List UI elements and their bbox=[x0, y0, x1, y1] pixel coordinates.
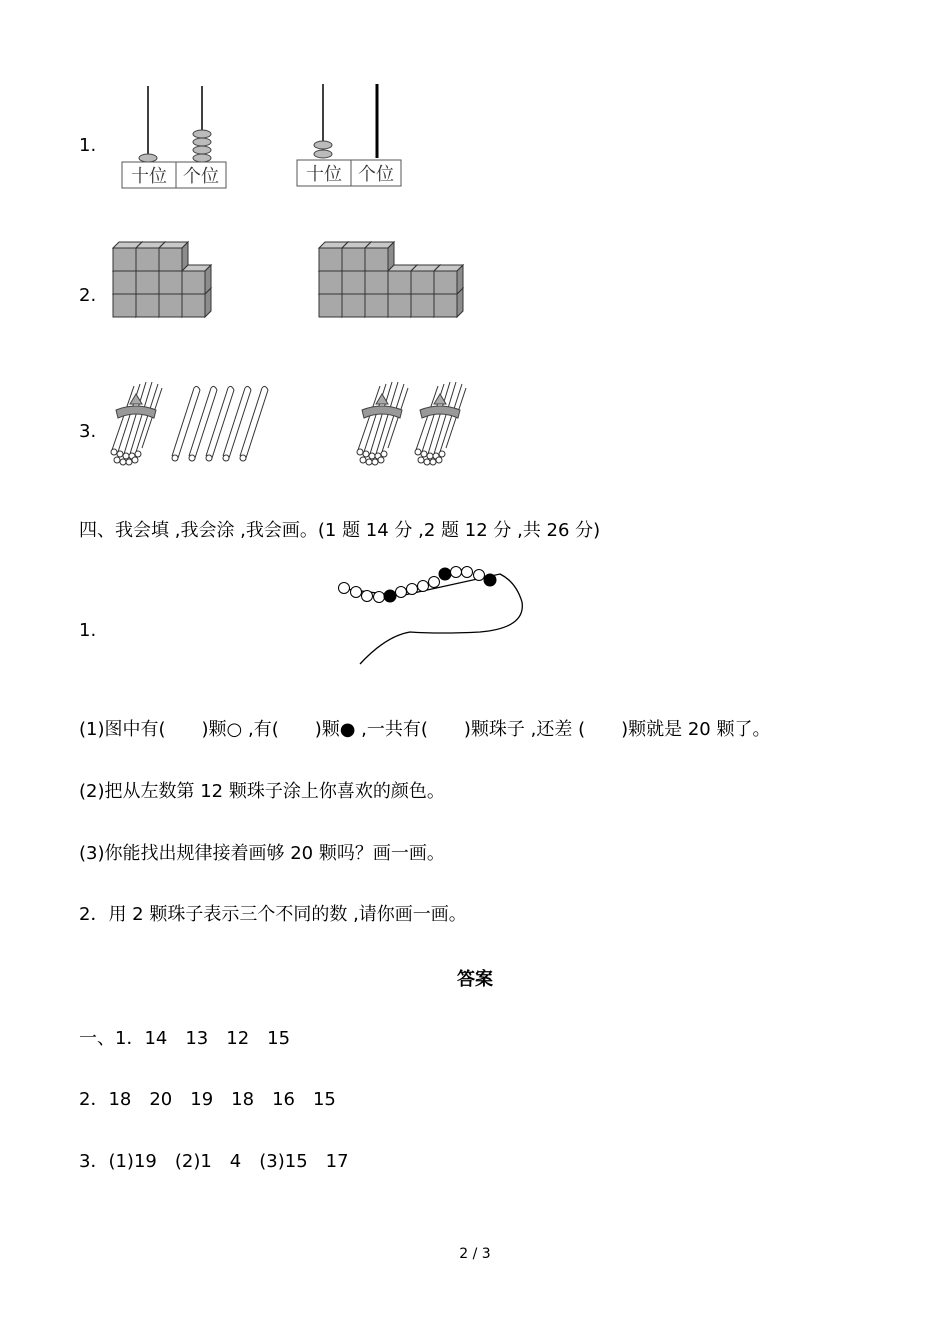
black-bead bbox=[439, 568, 451, 580]
white-bead bbox=[451, 567, 462, 578]
question-4-1-1: (1)图中有( )颗○ ,有( )颗● ,一共有( )颗珠子 ,还差 ( )颗就是 20 颗了。 bbox=[79, 719, 771, 740]
white-bead bbox=[429, 577, 440, 588]
page-number: 2 / 3 bbox=[459, 1246, 491, 1262]
single-stick bbox=[189, 386, 217, 461]
white-bead bbox=[418, 581, 429, 592]
cube bbox=[365, 242, 394, 271]
abacus-left bbox=[122, 86, 226, 188]
abacus-right bbox=[297, 84, 401, 186]
cube-group-right bbox=[319, 242, 463, 317]
single-stick bbox=[206, 386, 234, 461]
question-4-1-3: (3)你能找出规律接着画够 20 颗吗？画一画。 bbox=[79, 843, 445, 864]
stick-bundle bbox=[415, 382, 466, 465]
bead-tens bbox=[314, 141, 332, 149]
label-ones: 个位 bbox=[358, 164, 394, 185]
label-ones: 个位 bbox=[183, 166, 219, 187]
item-number-3: 3. bbox=[79, 421, 97, 442]
cube-figures bbox=[105, 232, 485, 327]
cube bbox=[434, 265, 463, 294]
bead-ones bbox=[193, 146, 211, 154]
bead-ones bbox=[193, 138, 211, 146]
answer-line-2: 2．18 20 19 18 16 15 bbox=[79, 1089, 336, 1110]
white-bead bbox=[374, 592, 385, 603]
black-bead bbox=[384, 590, 396, 602]
stick-bundle bbox=[111, 382, 162, 465]
white-bead bbox=[462, 567, 473, 578]
item-number-4-1: 1. bbox=[79, 620, 97, 641]
white-bead bbox=[339, 583, 350, 594]
white-bead bbox=[396, 587, 407, 598]
white-bead bbox=[407, 584, 418, 595]
section4-header: 四、我会填 ,我会涂 ,我会画。(1 题 14 分 ,2 题 12 分 ,共 26 分) bbox=[79, 520, 601, 541]
single-stick bbox=[172, 386, 200, 461]
single-stick bbox=[223, 386, 251, 461]
bead-ones bbox=[193, 130, 211, 138]
bead-row bbox=[339, 567, 497, 603]
label-tens: 十位 bbox=[131, 166, 167, 187]
white-bead bbox=[351, 587, 362, 598]
answers-title: 答案 bbox=[457, 969, 493, 990]
bead-string-figure bbox=[330, 560, 530, 670]
answer-line-1: 一、1．14 13 12 15 bbox=[79, 1028, 291, 1049]
cube-group-left bbox=[113, 242, 211, 317]
cube bbox=[182, 265, 211, 294]
single-stick bbox=[240, 386, 268, 461]
bead-tens bbox=[139, 154, 157, 162]
white-bead bbox=[474, 570, 485, 581]
cube bbox=[159, 242, 188, 271]
stick-figures bbox=[100, 372, 500, 472]
bead-ones bbox=[193, 154, 211, 162]
stick-bundle bbox=[357, 382, 408, 465]
item-number-2: 2. bbox=[79, 285, 97, 306]
bead-tens bbox=[314, 150, 332, 158]
item-number-1: 1. bbox=[79, 135, 97, 156]
label-tens: 十位 bbox=[306, 164, 342, 185]
answer-line-3: 3．(1)19 (2)1 4 (3)15 17 bbox=[79, 1151, 349, 1172]
black-bead bbox=[484, 574, 496, 586]
abacus-figures bbox=[118, 80, 418, 195]
white-bead bbox=[362, 591, 373, 602]
question-4-2: 2．用 2 颗珠子表示三个不同的数 ,请你画一画。 bbox=[79, 904, 467, 925]
question-4-1-2: (2)把从左数第 12 颗珠子涂上你喜欢的颜色。 bbox=[79, 781, 445, 802]
